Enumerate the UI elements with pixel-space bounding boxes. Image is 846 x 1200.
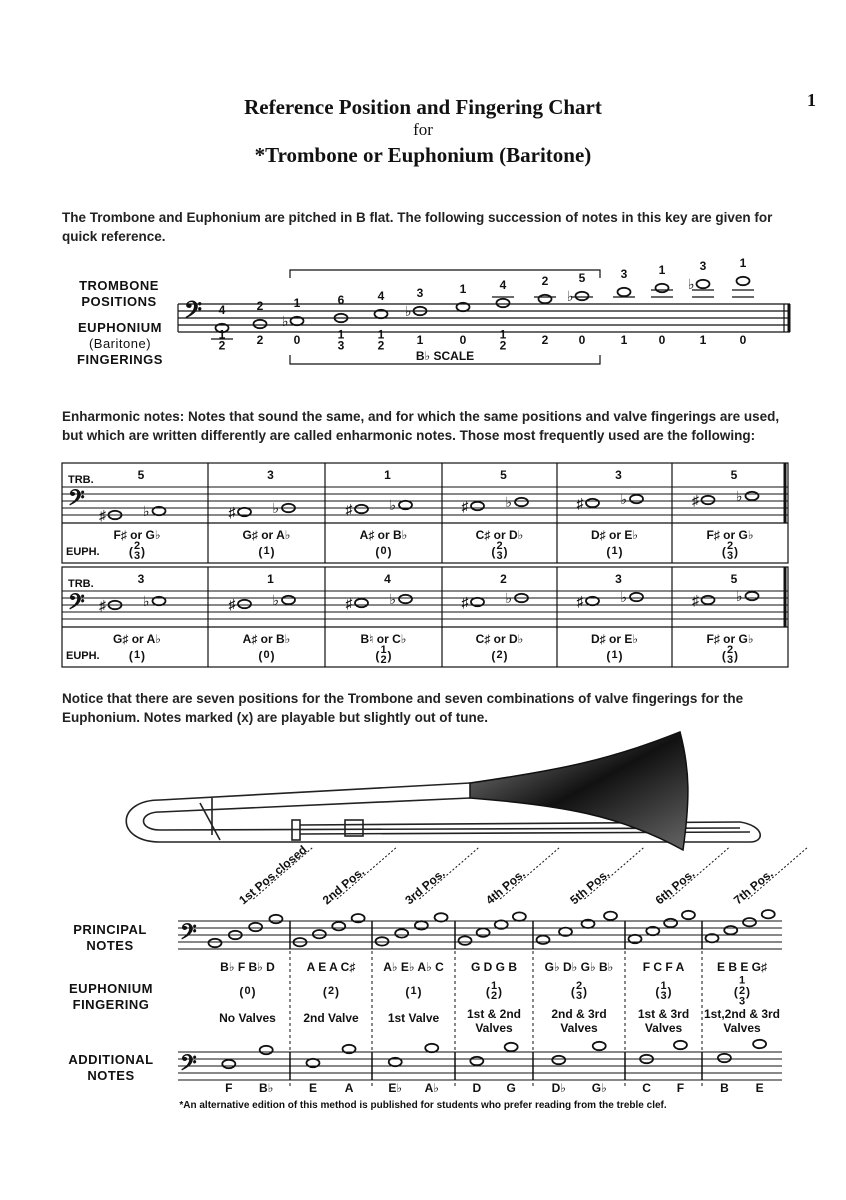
enharmonic-fingering: 1 [263, 545, 270, 557]
fingering-numeral: 3 [738, 995, 746, 1008]
scale-fingering: 0 [658, 333, 666, 347]
bass-clef-icon: 𝄢 [180, 919, 197, 949]
enharmonic-fingering-paren: ( [375, 649, 380, 663]
fingering-numeral: 3 [660, 990, 667, 1003]
enharmonic-fingering: 2 [380, 654, 387, 667]
additional-note [718, 1054, 731, 1062]
enharmonic-names: F♯ or G♭ [113, 528, 161, 542]
fingering-numeral-paren: ( [485, 985, 490, 999]
fingering-numeral: 2 [490, 990, 498, 1003]
scale-fingering: 1 [699, 333, 707, 347]
enharmonic-fingering-paren: ) [618, 649, 623, 663]
principal-note [395, 929, 408, 937]
flat-icon: ♭ [282, 313, 289, 329]
fingering-numeral: 2 [327, 985, 335, 997]
fingering-numeral-paren: ) [583, 985, 588, 999]
position-label: 1st Pos.closed [236, 842, 310, 908]
scale-fingering: 1 [416, 333, 424, 347]
principal-note [762, 910, 775, 918]
enharmonic-names: C♯ or D♭ [475, 528, 524, 542]
euph-label: EUPH. [66, 650, 100, 662]
enharmonic-fingering-paren: ( [375, 545, 380, 559]
enharmonic-names: F♯ or G♭ [706, 632, 754, 646]
sharp-icon: ♯ [228, 504, 236, 520]
scale-position: 3 [416, 286, 424, 300]
scale-position: 4 [499, 278, 507, 292]
scale-fingering: 2 [541, 333, 549, 347]
flat-icon: ♭ [736, 488, 743, 504]
enharmonic-fingering-paren: ( [606, 649, 611, 663]
sharp-icon: ♯ [576, 495, 584, 511]
position-label: 3rd Pos. [402, 866, 448, 908]
trb-label: TRB. [68, 578, 94, 590]
fingering-numeral-paren: ( [733, 985, 738, 999]
enharmonic-position: 5 [730, 468, 738, 482]
scale-fingering: 2 [256, 333, 264, 347]
page-title: Reference Position and Fingering Chart [244, 95, 602, 119]
enharmonic-fingering-paren: ( [491, 545, 496, 559]
enharmonic-fingering: 3 [726, 654, 734, 667]
flat-icon: ♭ [272, 500, 280, 516]
trb-label: TRB. [68, 474, 94, 486]
enharmonic-names: D♯ or E♭ [591, 528, 638, 542]
fingering-text: 2nd Valve [303, 1011, 359, 1025]
fingering-text: 1st Valve [387, 1011, 440, 1025]
sharp-icon: ♯ [99, 597, 106, 613]
trombone-positions-label: TROMBONE POSITIONS [79, 278, 159, 309]
flat-icon: ♭ [620, 491, 628, 507]
scale-position: 3 [620, 267, 628, 281]
position-label: 7th Pos. [730, 866, 776, 908]
principal-note [435, 913, 448, 921]
additional-notes-label: ADDITIONAL NOTES [68, 1052, 154, 1083]
enharmonic-fingering: 1 [611, 649, 618, 661]
position-label: 6th Pos. [652, 866, 698, 908]
enharmonic-position: 4 [384, 572, 391, 586]
flat-icon: ♭ [567, 288, 574, 304]
enharmonic-names: A♯ or B♭ [242, 632, 291, 646]
additional-note-name: E [308, 1081, 317, 1095]
enharmonic-fingering-paren: ( [491, 649, 496, 663]
flat-icon: ♭ [405, 303, 412, 319]
enharmonic-fingering: 2 [726, 643, 734, 656]
enharmonic-paragraph: Enharmonic notes: Notes that sound the same, and for which the same positions and valve fingerings are used, but which are written differently are called enharmonic notes. Those most frequently used are the following: [62, 409, 780, 443]
enharmonic-names: G♯ or A♭ [113, 632, 161, 646]
flat-icon: ♭ [389, 497, 397, 513]
principal-note-names: G♭ D♭ G♭ B♭ [544, 960, 614, 974]
enharmonic-position: 5 [500, 468, 507, 482]
additional-note-name: C [642, 1081, 651, 1095]
flat-icon: ♭ [620, 589, 628, 605]
fingering-numeral-paren: ( [405, 985, 410, 999]
page-subtitle: *Trombone or Euphonium (Baritone) [254, 143, 592, 167]
additional-note [552, 1056, 565, 1064]
additional-note-name: G♭ [591, 1081, 607, 1095]
enharmonic-names: C♯ or D♭ [475, 632, 524, 646]
enharmonic-names: G♯ or A♭ [242, 528, 291, 542]
principal-note [376, 937, 389, 945]
enharmonic-position: 3 [267, 468, 274, 482]
position-label: 4th Pos. [483, 866, 528, 908]
principal-note [269, 915, 282, 923]
enharmonic-fingering: 1 [380, 643, 387, 656]
additional-note [753, 1040, 766, 1048]
additional-note [222, 1060, 235, 1068]
sharp-icon: ♯ [99, 507, 106, 523]
enharmonic-fingering-paren: ) [141, 545, 146, 559]
fingering-numeral-paren: ) [498, 985, 503, 999]
fingering-numeral-paren: ) [335, 985, 340, 999]
page-number: 1 [807, 90, 816, 110]
principal-note [664, 919, 677, 927]
fingering-numeral-paren: ( [239, 985, 244, 999]
enharmonic-fingering: 2 [726, 539, 734, 552]
principal-note [682, 911, 695, 919]
bass-clef-icon: 𝄢 [68, 589, 85, 619]
sharp-icon: ♯ [461, 498, 469, 514]
fingering-numeral: 0 [244, 985, 251, 997]
additional-note [470, 1057, 483, 1065]
bass-clef-icon: 𝄢 [180, 1050, 197, 1080]
enharmonic-names: A♯ or B♭ [359, 528, 408, 542]
scale-position: 2 [541, 274, 549, 288]
additional-note-name: D [472, 1081, 482, 1095]
additional-note-name: G [506, 1081, 516, 1095]
fingering-numeral-paren: ) [251, 985, 256, 999]
scale-fingering: 1 [218, 327, 226, 342]
title-for: for [413, 120, 433, 139]
flat-icon: ♭ [736, 588, 743, 604]
enharmonic-fingering-paren: ( [258, 649, 263, 663]
scale-fingering: 2 [499, 338, 507, 353]
fingering-numeral: 2 [575, 979, 583, 992]
additional-note [505, 1043, 518, 1051]
enharmonic-fingering: 1 [611, 545, 618, 557]
scale-fingering: 0 [293, 333, 301, 347]
principal-note-names: F C F A [642, 960, 685, 974]
principal-note [604, 912, 617, 920]
fingering-text: 1st & 2nd [466, 1007, 522, 1021]
fingering-numeral: 2 [738, 985, 746, 997]
scale-position: 3 [699, 259, 707, 273]
fingering-text: 1st,2nd & 3rd [703, 1007, 781, 1021]
scale-fingering: 2 [377, 338, 385, 353]
enharmonic-fingering-paren: ( [721, 545, 726, 559]
fingering-numeral: 1 [490, 979, 498, 992]
enharmonic-position: 1 [267, 572, 274, 586]
enharmonic-fingering-paren: ( [606, 545, 611, 559]
enharmonic-fingering-paren: ) [270, 649, 275, 663]
sharp-icon: ♯ [228, 596, 236, 612]
fingering-text: No Valves [219, 1011, 276, 1025]
flat-icon: ♭ [505, 494, 513, 510]
flat-icon: ♭ [143, 593, 150, 609]
enharmonic-fingering-paren: ) [503, 545, 508, 559]
principal-note [459, 936, 472, 944]
enharmonic-fingering-paren: ) [387, 649, 392, 663]
fingering-numeral-paren: ( [570, 985, 575, 999]
scale-fingering: 1 [499, 327, 507, 342]
enharmonic-position: 3 [137, 572, 145, 586]
enharmonic-position: 5 [137, 468, 145, 482]
sharp-icon: ♯ [461, 594, 469, 610]
principal-note [743, 918, 756, 926]
principal-note [537, 936, 550, 944]
enharmonic-fingering-paren: ( [128, 649, 133, 663]
enharmonic-position: 3 [615, 468, 622, 482]
fingering-numeral: 1 [410, 985, 417, 997]
enharmonic-fingering-paren: ( [721, 649, 726, 663]
enharmonic-fingering: 3 [726, 550, 734, 563]
enharmonic-fingering-paren: ( [258, 545, 263, 559]
scale-position: 1 [293, 296, 301, 310]
principal-note-names: G D G B [470, 960, 518, 974]
additional-note [593, 1042, 606, 1050]
enharmonic-fingering-paren: ) [734, 545, 739, 559]
scale-fingering: 0 [578, 333, 586, 347]
enharmonic-fingering-paren: ) [618, 545, 623, 559]
fingering-numeral: 3 [575, 990, 583, 1003]
enharmonic-fingering: 2 [133, 539, 141, 552]
scale-position: 4 [377, 289, 385, 303]
fingering-numeral-paren: ) [667, 985, 672, 999]
flat-icon: ♭ [143, 503, 150, 519]
fingering-text: 2nd & 3rd [551, 1007, 607, 1021]
euphonium-fingerings-label: EUPHONIUM (Baritone) FINGERINGS [77, 320, 163, 367]
fingering-numeral: 1 [660, 979, 667, 992]
fingering-numeral-paren: ) [746, 985, 751, 999]
principal-note [724, 926, 737, 934]
principal-note-names: A♭ E♭ A♭ C [383, 960, 444, 974]
enharmonic-names: F♯ or G♭ [706, 528, 754, 542]
additional-note-name: B♭ [259, 1081, 274, 1095]
fingering-numeral: 1 [738, 974, 746, 987]
enharmonic-fingering: 2 [496, 539, 503, 552]
bass-clef-icon: 𝄢 [184, 297, 203, 328]
scale-position: 1 [658, 263, 666, 277]
fingering-numeral-paren: ( [655, 985, 660, 999]
flat-icon: ♭ [389, 591, 397, 607]
principal-note [477, 928, 490, 936]
principal-note-names: B♭ F B♭ D [220, 960, 275, 974]
scale-fingering: 2 [218, 338, 226, 353]
additional-note-name: F [676, 1081, 685, 1095]
scale-position: 1 [739, 256, 747, 270]
scale-position: 4 [218, 303, 226, 317]
footnote: *An alternative edition of this method is published for students who prefer reading from the treble clef. [179, 1100, 667, 1111]
fingering-text: Valves [560, 1021, 598, 1035]
euphonium-fingering-label: EUPHONIUM FINGERING [69, 981, 153, 1012]
enharmonic-fingering-paren: ) [270, 545, 275, 559]
enharmonic-fingering-paren: ) [734, 649, 739, 663]
scale-label: B♭ SCALE [415, 349, 475, 363]
scale-position: 2 [256, 299, 264, 313]
principal-note-names: E B E G♯ [716, 960, 768, 974]
enharmonic-fingering: 2 [496, 649, 503, 661]
sharp-icon: ♯ [692, 592, 699, 608]
fingering-numeral-paren: ( [322, 985, 327, 999]
principal-note [249, 923, 262, 931]
additional-note-name: D♭ [551, 1081, 566, 1095]
fingering-text: 1st & 3rd [637, 1007, 690, 1021]
notice-paragraph: Notice that there are seven positions for the Trombone and seven combinations of valve fingerings for the Euphonium. Notes marked (x) are playable but slightly out of tune. [62, 691, 744, 725]
enharmonic-position: 2 [500, 572, 507, 586]
principal-note [332, 922, 345, 930]
flat-icon: ♭ [505, 590, 513, 606]
scale-fingering: 0 [739, 333, 747, 347]
additional-note-name: E [755, 1081, 764, 1095]
intro-paragraph: The Trombone and Euphonium are pitched in B flat. The following succession of notes in this key are given for quick reference. [62, 210, 773, 244]
bass-clef-icon: 𝄢 [68, 485, 85, 515]
enharmonic-names: D♯ or E♭ [591, 632, 638, 646]
scale-fingering: 1 [377, 327, 385, 342]
sharp-icon: ♯ [692, 492, 699, 508]
additional-note [425, 1044, 438, 1052]
fingering-text: Valves [644, 1021, 683, 1035]
fingering-text: Valves [475, 1021, 513, 1035]
principal-note [513, 912, 526, 920]
enharmonic-fingering-paren: ) [387, 545, 392, 559]
position-label: 2nd Pos. [319, 864, 368, 908]
additional-note-name: E♭ [388, 1081, 403, 1095]
enharmonic-fingering: 1 [133, 649, 141, 661]
flat-icon: ♭ [272, 592, 280, 608]
scale-fingering: 1 [337, 327, 345, 342]
scale-fingering: 1 [620, 333, 628, 347]
enharmonic-fingering: 3 [133, 550, 141, 563]
enharmonic-position: 3 [615, 572, 622, 586]
scale-position: 5 [578, 271, 586, 285]
scale-fingering: 3 [337, 338, 345, 353]
enharmonic-fingering: 0 [263, 649, 270, 661]
additional-note-name: A♭ [424, 1081, 439, 1095]
additional-note-name: A [344, 1081, 354, 1095]
enharmonic-fingering-paren: ) [141, 649, 146, 663]
enharmonic-position: 5 [730, 572, 738, 586]
sharp-icon: ♯ [576, 593, 584, 609]
additional-note-name: B [720, 1081, 729, 1095]
fingering-text: Valves [723, 1021, 761, 1035]
flat-icon: ♭ [688, 276, 695, 292]
principal-note-names: A E A C♯ [306, 960, 356, 974]
additional-note [674, 1041, 687, 1049]
scale-fingering: 0 [459, 333, 467, 347]
sharp-icon: ♯ [345, 595, 353, 611]
principal-note [313, 930, 326, 938]
fingering-numeral-paren: ) [417, 985, 422, 999]
euph-label: EUPH. [66, 546, 100, 558]
enharmonic-position: 1 [384, 468, 391, 482]
additional-note [260, 1046, 273, 1054]
enharmonic-fingering-paren: ( [128, 545, 133, 559]
principal-notes-label: PRINCIPAL NOTES [73, 922, 147, 953]
enharmonic-fingering-paren: ) [503, 649, 508, 663]
additional-note-name: F [225, 1081, 233, 1095]
scale-position: 1 [459, 282, 467, 296]
sharp-icon: ♯ [345, 501, 353, 517]
enharmonic-fingering: 3 [496, 550, 503, 563]
enharmonic-names: B♮ or C♭ [360, 632, 407, 646]
principal-note [209, 939, 222, 947]
scale-position: 6 [337, 293, 345, 307]
enharmonic-fingering: 0 [380, 545, 387, 557]
position-label: 5th Pos. [567, 866, 613, 908]
